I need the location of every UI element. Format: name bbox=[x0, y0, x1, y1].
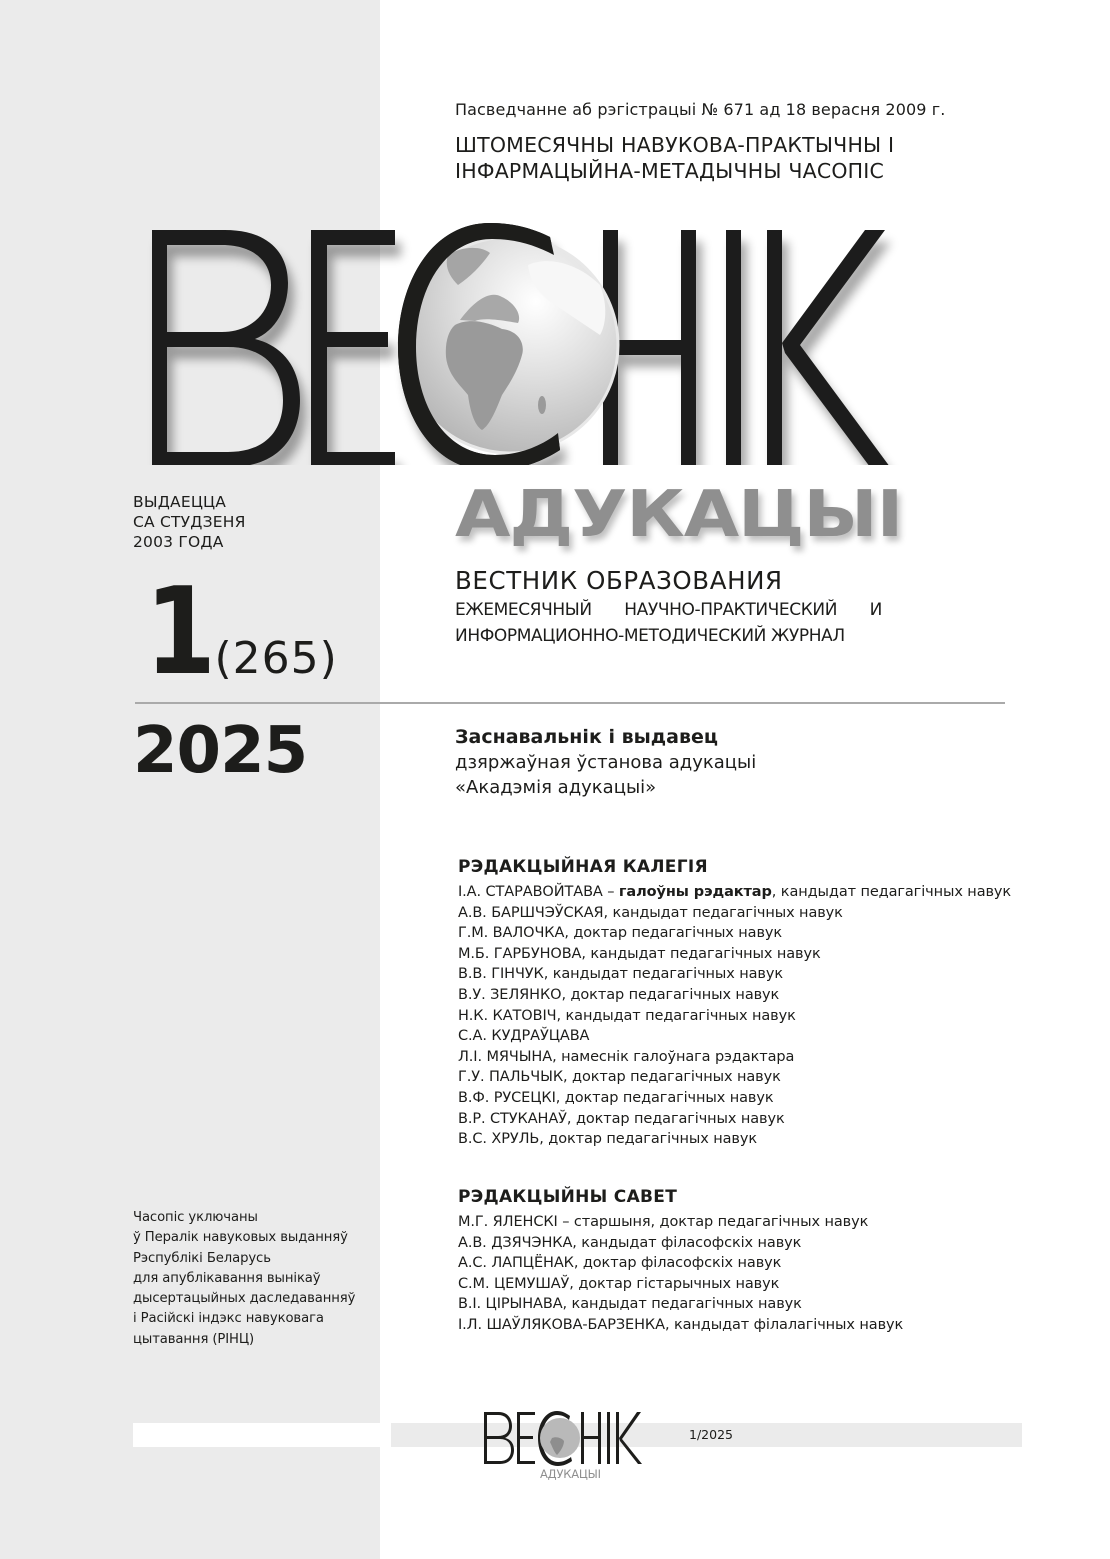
journal-type-line: ІНФАРМАЦЫЙНА-МЕТАДЫЧНЫ ЧАСОПІС bbox=[455, 159, 885, 183]
board-member: А.В. БАРШЧЭЎСКАЯ, кандыдат педагагічных навук bbox=[458, 904, 843, 921]
published-since-line: СА СТУДЗЕНЯ bbox=[133, 513, 246, 531]
editorial-council bbox=[458, 1186, 903, 1336]
footer-logo bbox=[480, 1408, 680, 1486]
masthead-subtitle: АДУКАЦЫІ bbox=[455, 478, 903, 552]
journal-type-word: НАУЧНО-ПРАКТИЧЕСКИЙ bbox=[624, 600, 838, 620]
note-line: Часопіс уключаны bbox=[133, 1210, 258, 1225]
footer-issue-number: 1/2025 bbox=[689, 1427, 733, 1442]
issue-number-block bbox=[145, 563, 352, 702]
issue-year: 2025 bbox=[133, 714, 308, 788]
journal-type-line: ШТОМЕСЯЧНЫ НАВУКОВА-ПРАКТЫЧНЫ І bbox=[455, 133, 895, 157]
editorial-council-title: РЭДАКЦЫЙНЫ САВЕТ bbox=[458, 1187, 678, 1207]
board-member: В.В. ГІНЧУК, кандыдат педагагічных навук bbox=[458, 966, 784, 983]
board-member: Г.М. ВАЛОЧКА, доктар педагагічных навук bbox=[458, 925, 783, 942]
board-member: С.А. КУДРАЎЦАВА bbox=[458, 1028, 590, 1045]
horizontal-divider bbox=[135, 702, 1005, 704]
council-member: С.М. ЦЕМУШАЎ, доктар гістарычных навук bbox=[458, 1275, 780, 1292]
journal-type-ru-line2: ИНФОРМАЦИОННО-МЕТОДИЧЕСКИЙ ЖУРНАЛ bbox=[455, 626, 845, 646]
founder-line: «Акадэмія адукацыі» bbox=[455, 777, 657, 798]
issue-number: 1 bbox=[145, 563, 216, 702]
published-since-line: ВЫДАЕЦЦА bbox=[133, 493, 227, 511]
masthead-logo bbox=[130, 205, 930, 465]
published-since bbox=[133, 492, 246, 552]
founder-title: Заснавальнік і выдавец bbox=[455, 726, 718, 748]
board-member: Г.У. ПАЛЬЧЫК, доктар педагагічных навук bbox=[458, 1069, 781, 1086]
board-member: В.С. ХРУЛЬ, доктар педагагічных навук bbox=[458, 1131, 757, 1148]
published-since-line: 2003 ГОДА bbox=[133, 533, 224, 551]
journal-type-ru-line1 bbox=[455, 597, 882, 623]
note-line: для апублікавання вынікаў bbox=[133, 1270, 321, 1286]
board-member: В.Ф. РУСЕЦКІ, доктар педагагічных навук bbox=[458, 1089, 774, 1106]
title-russian: ВЕСТНИК ОБРАЗОВАНИЯ bbox=[455, 566, 783, 595]
council-member: М.Г. ЯЛЕНСКІ – старшыня, доктар педагагічных навук bbox=[458, 1214, 869, 1230]
founder-line: дзяржаўная ўстанова адукацыі bbox=[455, 752, 757, 773]
note-line: і Расійскі індэкс навуковага bbox=[133, 1311, 324, 1327]
founder-publisher bbox=[455, 725, 756, 800]
board-member: Н.К. КАТОВІЧ, кандыдат педагагічных навук bbox=[458, 1007, 796, 1024]
note-line: ў Пералік навуковых выданняў bbox=[133, 1230, 348, 1246]
journal-type-word: ЕЖЕМЕСЯЧНЫЙ bbox=[455, 600, 592, 620]
journal-type-russian bbox=[455, 597, 882, 649]
editorial-board bbox=[458, 856, 1011, 1150]
board-member: І.А. СТАРАВОЙТАВА – галоўны рэдактар, кандыдат педагагічных навук bbox=[458, 884, 1012, 900]
note-line: Рэспублікі Беларусь bbox=[133, 1250, 271, 1266]
note-line: дысертацыйных даследаванняў bbox=[133, 1291, 356, 1307]
footer-band-left bbox=[133, 1423, 380, 1447]
journal-type-belarusian bbox=[455, 132, 894, 184]
council-member: В.І. ЦІРЫНАВА, кандыдат педагагічных навук bbox=[458, 1296, 802, 1313]
board-member: Л.І. МЯЧЫНА, намеснік галоўнага рэдактара bbox=[458, 1048, 795, 1065]
board-member: В.У. ЗЕЛЯНКО, доктар педагагічных навук bbox=[458, 986, 780, 1003]
council-member: І.Л. ШАЎЛЯКОВА-БАРЗЕНКА, кандыдат філалагічных навук bbox=[458, 1316, 904, 1333]
issue-total-number: (265) bbox=[214, 633, 338, 684]
board-member: М.Б. ГАРБУНОВА, кандыдат педагагічных навук bbox=[458, 945, 821, 962]
note-line: цытавання (РІНЦ) bbox=[133, 1331, 255, 1347]
registration-certificate: Пасведчанне аб рэгістрацыі № 671 ад 18 верасня 2009 г. bbox=[455, 100, 946, 119]
board-member: В.Р. СТУКАНАЎ, доктар педагагічных навук bbox=[458, 1110, 785, 1127]
council-member: А.В. ДЗЯЧЭНКА, кандыдат філасофскіх навук bbox=[458, 1234, 802, 1251]
footer-logo-subtitle: АДУКАЦЫІ bbox=[540, 1467, 601, 1481]
inclusion-note bbox=[133, 1208, 355, 1350]
council-member: А.С. ЛАПЦЁНАК, доктар філасофскіх навук bbox=[458, 1255, 782, 1272]
editorial-board-title: РЭДАКЦЫЙНАЯ КАЛЕГІЯ bbox=[458, 857, 708, 877]
masthead-title bbox=[130, 205, 930, 465]
journal-type-word: И bbox=[869, 600, 882, 620]
